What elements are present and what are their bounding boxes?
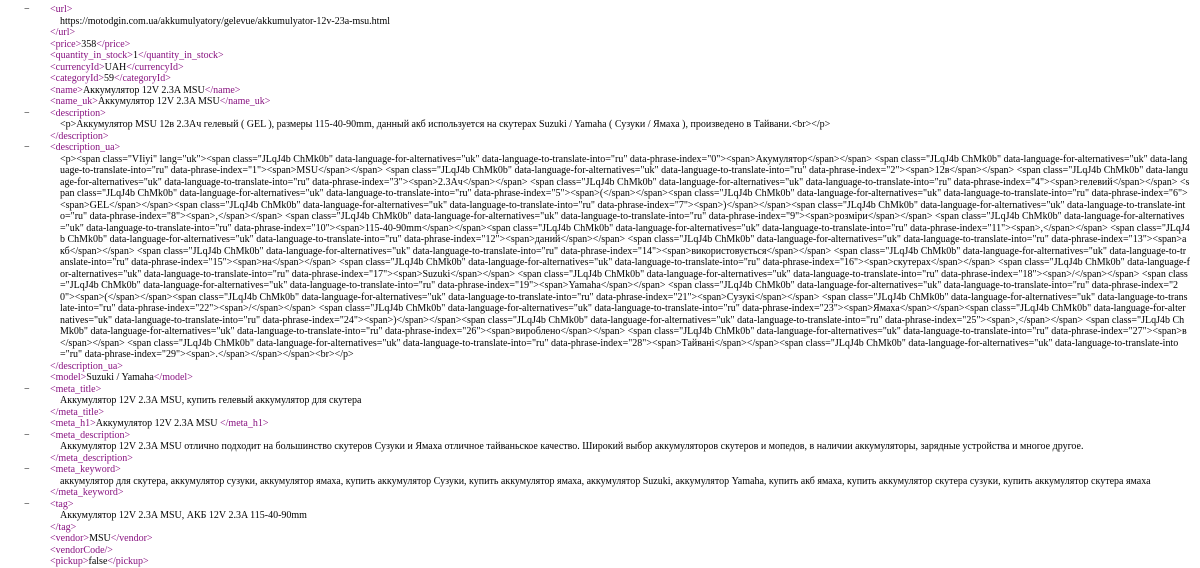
xml-open-tag: <model> <box>50 372 87 383</box>
xml-open-tag: <meta_title> <box>50 383 102 395</box>
xml-value: UAH <box>104 61 127 73</box>
xml-close-tag: </description> <box>50 130 109 142</box>
xml-close-tag: </meta_title> <box>50 406 105 418</box>
xml-close-tag: </vendor> <box>110 533 153 544</box>
xml-close-tag: </name_uk> <box>219 96 271 107</box>
xml-close-tag: </meta_description> <box>50 452 133 464</box>
xml-open-tag: <price> <box>50 38 82 50</box>
xml-close-tag: </quantity_in_stock> <box>137 50 224 61</box>
xml-open-tag: <pickup> <box>50 556 89 567</box>
xml-element-block <box>24 498 1200 534</box>
xml-inline-element <box>34 96 1200 108</box>
xml-open-tag: <description> <box>50 107 106 119</box>
collapse-toggle[interactable]: − <box>24 142 30 153</box>
xml-open-tag: <vendor> <box>50 533 90 544</box>
collapse-toggle[interactable]: − <box>24 107 30 119</box>
xml-value: false <box>88 556 108 567</box>
xml-inline-element <box>34 50 1200 62</box>
xml-close-tag-line <box>34 27 1200 39</box>
collapse-toggle[interactable]: − <box>24 383 30 395</box>
xml-open-tag: <quantity_in_stock> <box>50 50 133 61</box>
xml-close-tag: </meta_keyword> <box>50 487 124 498</box>
xml-open-tag-line <box>24 383 1200 396</box>
xml-open-tag: <currencyId> <box>50 61 105 73</box>
xml-close-tag: </model> <box>153 372 193 383</box>
xml-inline-element <box>34 85 1200 97</box>
collapse-toggle[interactable]: − <box>24 429 30 441</box>
xml-close-tag: </pickup> <box>107 556 149 567</box>
xml-open-tag: <url> <box>50 4 73 15</box>
xml-open-tag: <name_uk> <box>50 96 98 107</box>
xml-close-tag-line <box>34 453 1200 465</box>
xml-open-tag: <meta_h1> <box>50 418 96 429</box>
xml-inline-element <box>34 73 1200 85</box>
xml-open-tag-line <box>24 107 1200 120</box>
xml-open-tag-line <box>24 464 1200 476</box>
xml-value: Suzuki / Yamaha <box>86 372 154 383</box>
xml-inline-element <box>34 62 1200 74</box>
xml-open-tag: <categoryId> <box>50 73 105 84</box>
xml-value: 1 <box>132 50 138 61</box>
xml-close-tag-line <box>34 407 1200 419</box>
xml-text-content: https://motodgin.com.ua/akkumulyatory/gelevue/akkumulyator-12v-23a-msu.html <box>60 15 391 27</box>
xml-open-tag: <meta_keyword> <box>50 464 121 475</box>
xml-element-block <box>24 107 1200 143</box>
xml-close-tag: </name> <box>204 84 241 96</box>
xml-close-tag-line <box>34 131 1200 143</box>
xml-element-block <box>24 429 1200 465</box>
xml-open-tag: <description_ua> <box>50 142 121 153</box>
xml-close-tag: </currencyId> <box>126 61 184 73</box>
xml-open-tag-line <box>24 4 1200 16</box>
xml-open-tag: <name> <box>50 84 83 96</box>
xml-element-block <box>24 464 1200 499</box>
xml-empty-tag: <vendorCode/> <box>50 544 113 556</box>
xml-inline-element <box>34 39 1200 51</box>
xml-open-tag: <meta_description> <box>50 429 131 441</box>
xml-text-content: <p>Аккумулятор MSU 12в 2.3Ач гелевый ( GEL ), размеры 115-40-90mm, данный акб используется на скутерах Suzuki / Yamaha ( Сузуки / Ямаха ), произведено в Тайвани.<br></p> <box>60 119 831 130</box>
xml-inline-element <box>34 372 1200 384</box>
xml-inline-element <box>34 533 1200 545</box>
collapse-toggle[interactable]: − <box>24 498 30 510</box>
xml-value: MSU <box>89 533 111 544</box>
xml-open-tag-line <box>24 498 1200 511</box>
xml-value: 358 <box>81 38 97 50</box>
xml-close-tag: </categoryId> <box>114 73 171 84</box>
xml-close-tag: </tag> <box>50 521 77 533</box>
xml-value: Аккумулятор 12V 2.3A MSU <box>95 418 220 429</box>
xml-open-tag-line <box>24 142 1200 154</box>
xml-text-content: Аккумулятор 12V 2.3A MSU, АКБ 12V 2.3A 115-40-90mm <box>60 510 307 521</box>
xml-close-tag: </price> <box>96 38 131 50</box>
xml-element-block <box>24 4 1200 39</box>
xml-close-tag: </description_ua> <box>50 360 123 372</box>
xml-text-content: аккумулятор для скутера, аккумулятор сузуки, аккумулятор ямаха, купить аккумулятор Сузуки, купить аккумулятор ямаха, аккумулятор Suzuki, аккумулятор Yamaha, купить акб ямаха, купить аккумулятор скутера сузуки, купить аккумулятор скутера ямаха <box>60 475 1151 487</box>
xml-open-tag: <tag> <box>50 498 74 510</box>
xml-close-tag-line <box>34 487 1200 499</box>
xml-close-tag-line <box>34 522 1200 534</box>
collapse-toggle[interactable]: − <box>24 464 30 475</box>
xml-text-content: Аккумулятор 12V 2.3A MSU, купить гелевый аккумулятор для скутера <box>60 395 362 406</box>
xml-close-tag: </url> <box>50 27 76 38</box>
xml-element-block <box>24 383 1200 419</box>
collapse-toggle[interactable]: − <box>24 4 30 15</box>
xml-value: 59 <box>104 73 115 84</box>
xml-open-tag-line <box>24 429 1200 442</box>
xml-close-tag-line <box>34 361 1200 373</box>
xml-empty-element <box>34 545 1200 557</box>
xml-value: Аккумулятор 12V 2.3A MSU <box>82 84 205 96</box>
xml-inline-element <box>34 418 1200 430</box>
xml-text-content: <p><span class="VIiyi" lang="uk"><span class="JLqJ4b ChMk0b" data-language-for-alternatives="uk" data-language-to-translate-into="ru" data-phrase-index="0"><span>Акумулятор</span></span> <span class="JLqJ4b ChMk0b" data-language-for-alternatives="uk" data-language-to-translate-into="ru" data-phrase-index="1"><span>MSU</span></span> <span class="JLqJ4b ChMk0b" data-language-for-alternatives="uk" data-language-to-translate-into="ru" data-phrase-index="2"><span>12в</span></span> <span class="JLqJ4b ChMk0b" data-language-for-alternatives="uk" data-language-to-translate-into="ru" data-phrase-index="3"><span>2.3Ач</span></span> <span class="JLqJ4b ChMk0b" data-language-for-alternatives="uk" data-language-to-translate-into="ru" data-phrase-index="4"><span>гелевий</span></span> <span class="JLqJ4b ChMk0b" data-language-for-alternatives="uk" data-language-to-translate-into="ru" data-phrase-index="5"><span>(</span></span><span class="JLqJ4b ChMk0b" data-language-for-alternatives="uk" data-language-to-translate-into="ru" data-phrase-index="6"><span>GEL</span></span><span class="JLqJ4b ChMk0b" data-language-for-alternatives="uk" data-language-to-translate-into="ru" data-phrase-index="7"><span>)</span></span><span class="JLqJ4b ChMk0b" data-language-for-alternatives="uk" data-language-to-translate-into="ru" data-phrase-index="8"><span>,</span></span> <span class="JLqJ4b ChMk0b" data-language-for-alternatives="uk" data-language-to-translate-into="ru" data-phrase-index="9"><span>розміри</span></span> <span class="JLqJ4b ChMk0b" data-language-for-alternatives="uk" data-language-to-translate-into="ru" data-phrase-index="10"><span>115-40-90mm</span></span><span class="JLqJ4b ChMk0b" data-language-for-alternatives="uk" data-language-to-translate-into="ru" data-phrase-index="11"><span>,</span></span> <span class="JLqJ4b ChMk0b" data-language-for-alternatives="uk" data-language-to-translate-into="ru" data-phrase-index="12"><span>даний</span></span> <span class="JLqJ4b ChMk0b" data-language-for-alternatives="uk" data-language-to-translate-into="ru" data-phrase-index="13"><span>акб</span></span> <span class="JLqJ4b ChMk0b" data-language-for-alternatives="uk" data-language-to-translate-into="ru" data-phrase-index="14"><span>використовується</span></span> <span class="JLqJ4b ChMk0b" data-language-for-alternatives="uk" data-language-to-translate-into="ru" data-phrase-index="15"><span>на</span></span> <span class="JLqJ4b ChMk0b" data-language-for-alternatives="uk" data-language-to-translate-into="ru" data-phrase-index="16"><span>скутерах</span></span> <span class="JLqJ4b ChMk0b" data-language-for-alternatives="uk" data-language-to-translate-into="ru" data-phrase-index="17"><span>Suzuki</span></span> <span class="JLqJ4b ChMk0b" data-language-for-alternatives="uk" data-language-to-translate-into="ru" data-phrase-index="18"><span>/</span></span> <span class="JLqJ4b ChMk0b" data-language-for-alternatives="uk" data-language-to-translate-into="ru" data-phrase-index="19"><span>Yamaha</span></span> <span class="JLqJ4b ChMk0b" data-language-for-alternatives="uk" data-language-to-translate-into="ru" data-phrase-index="20"><span>(</span></span><span class="JLqJ4b ChMk0b" data-language-for-alternatives="uk" data-language-to-translate-into="ru" data-phrase-index="21"><span>Сузукі</span></span> <span class="JLqJ4b ChMk0b" data-language-for-alternatives="uk" data-language-to-translate-into="ru" data-phrase-index="22"><span>/</span></span> <span class="JLqJ4b ChMk0b" data-language-for-alternatives="uk" data-language-to-translate-into="ru" data-phrase-index="23"><span>Ямаха</span></span><span class="JLqJ4b ChMk0b" data-language-for-alternatives="uk" data-language-to-translate-into="ru" data-phrase-index="24"><span>)</span></span><span class="JLqJ4b ChMk0b" data-language-for-alternatives="uk" data-language-to-translate-into="ru" data-phrase-index="25"><span>,</span></span> <span class="JLqJ4b ChMk0b" data-language-for-alternatives="uk" data-language-to-translate-into="ru" data-phrase-index="26"><span>вироблено</span></span> <span class="JLqJ4b ChMk0b" data-language-for-alternatives="uk" data-language-to-translate-into="ru" data-phrase-index="27"><span>в</span></span> <span class="JLqJ4b ChMk0b" data-language-for-alternatives="uk" data-language-to-translate-into="ru" data-phrase-index="28"><span>Тайвані</span></span><span class="JLqJ4b ChMk0b" data-language-for-alternatives="uk" data-language-to-translate-into="ru" data-phrase-index="29"><span>.</span></span></span><br></p> <box>60 153 1190 360</box>
xml-text-content: Аккумулятор 12V 2.3A MSU отлично подходит на большинство скутеров Сузуки и Ямаха отличное тайваньское качество. Широкий выбор аккумуляторов скутеров и мопедов, в наличии аккумуляторы, зарядные устройства и многое другое. <box>60 441 1084 452</box>
xml-element-block <box>24 142 1200 372</box>
xml-close-tag: </meta_h1> <box>220 418 269 429</box>
xml-value: Аккумулятор 12V 2.3A MSU <box>97 96 220 107</box>
